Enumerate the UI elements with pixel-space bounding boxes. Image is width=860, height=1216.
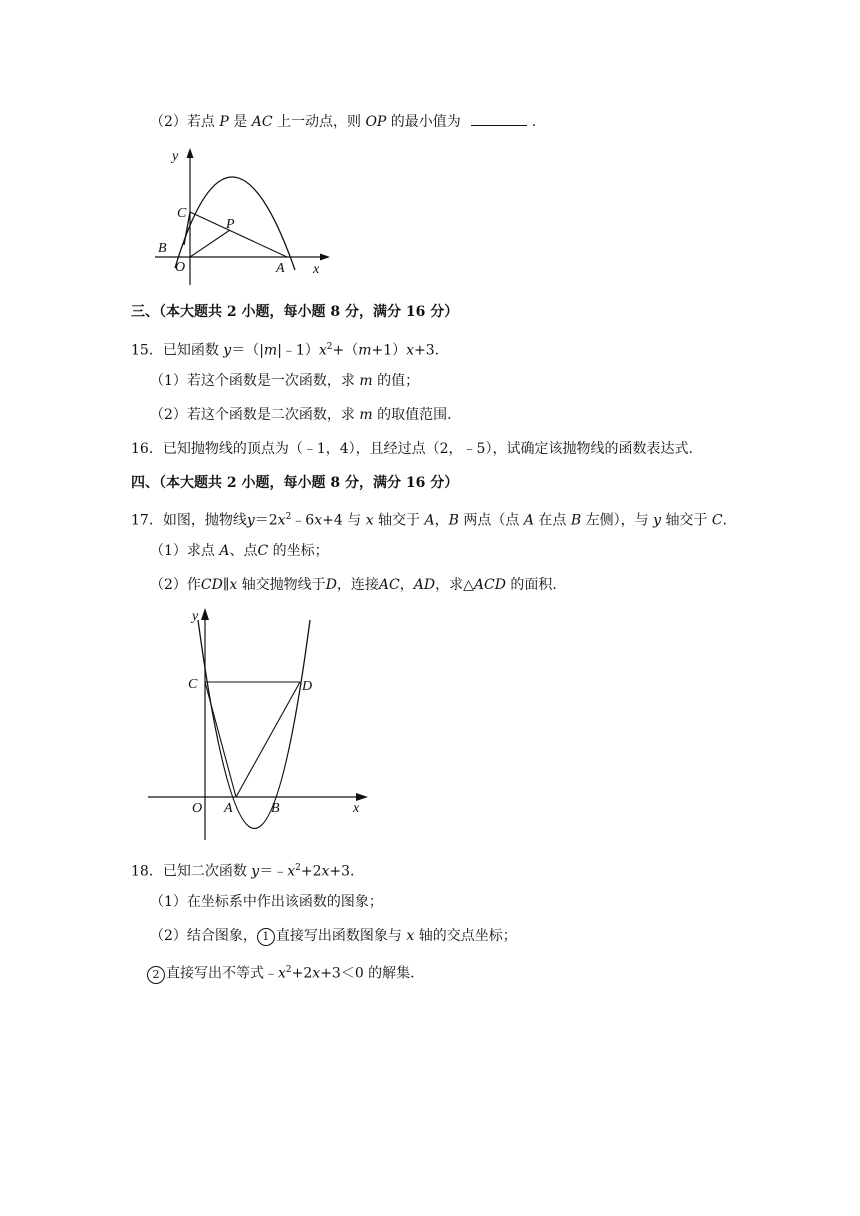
label-c: C bbox=[188, 677, 198, 692]
question-18-part-1: （1）在坐标系中作出该函数的图象； bbox=[150, 894, 383, 910]
label-o: O bbox=[175, 260, 186, 275]
circled-number-2: 2 bbox=[147, 966, 165, 984]
section-3-heading: 三、（本大题共 2 小题，每小题 8 分，满分 16 分） bbox=[131, 304, 459, 320]
question-17-part-1: （1）求点 A、点C 的坐标； bbox=[150, 543, 329, 559]
circled-number-1: 1 bbox=[257, 928, 275, 946]
question-15-part-2: （2）若这个函数是二次函数，求 m 的取值范围. bbox=[150, 407, 452, 423]
segment-ca bbox=[190, 212, 287, 257]
label-o: O bbox=[192, 801, 203, 816]
label-d: D bbox=[302, 679, 313, 694]
question-14-part-2: （2）若点 P 是 AC 上一动点，则 OP 的最小值为 . bbox=[150, 114, 537, 130]
question-17: 17．如图，抛物线$y=2x^2﹣6x+4$ 与 x 轴交于 A，B 两点（点 A 在点 B 左侧），与 y 轴交于 C. bbox=[131, 512, 728, 529]
question-15-part-1: （1）若这个函数是一次函数，求 m 的值； bbox=[150, 373, 420, 389]
segment-ca bbox=[205, 682, 236, 797]
label-b: B bbox=[271, 801, 280, 816]
figure-17-parabola bbox=[140, 600, 380, 845]
y-axis-arrow bbox=[201, 608, 209, 620]
label-c: C bbox=[177, 206, 187, 221]
label-y: y bbox=[172, 149, 179, 164]
label-p: P bbox=[226, 217, 235, 232]
x-axis-arrow bbox=[356, 793, 368, 801]
question-18-part-2: （2）结合图象， 1 直接写出函数图象与 x 轴的交点坐标； bbox=[150, 928, 517, 944]
y-axis-arrow bbox=[187, 148, 194, 158]
x-axis-arrow bbox=[320, 254, 330, 261]
question-18-part-2-item-2: 2 直接写出不等式$﹣x^2+2x+3<0$ 的解集. bbox=[147, 960, 415, 984]
label-x: x bbox=[353, 801, 360, 816]
segment-op bbox=[190, 230, 230, 257]
label-a: A bbox=[224, 801, 233, 816]
figure-14-parabola bbox=[150, 140, 340, 290]
label-a: A bbox=[276, 261, 285, 276]
question-15: 15．已知函数 $y=(|m|﹣1)x^2+(m+1)x+3$. bbox=[131, 342, 440, 359]
label-y: y bbox=[192, 609, 199, 624]
label-b: B bbox=[158, 241, 167, 256]
section-4-heading: 四、（本大题共 2 小题，每小题 8 分，满分 16 分） bbox=[131, 475, 459, 491]
label-x: x bbox=[313, 262, 320, 277]
question-18: 18．已知二次函数 $y=﹣x^2+2x+3$. bbox=[131, 863, 355, 880]
question-17-part-2: （2）作CD∥x 轴交抛物线于D，连接AC，AD，求△ACD 的面积. bbox=[150, 577, 557, 593]
question-16: 16．已知抛物线的顶点为（﹣1，4），且经过点（2，﹣5），试确定该抛物线的函数表达式. bbox=[131, 441, 693, 457]
answer-blank[interactable] bbox=[471, 113, 527, 126]
parabola-curve bbox=[175, 177, 295, 270]
